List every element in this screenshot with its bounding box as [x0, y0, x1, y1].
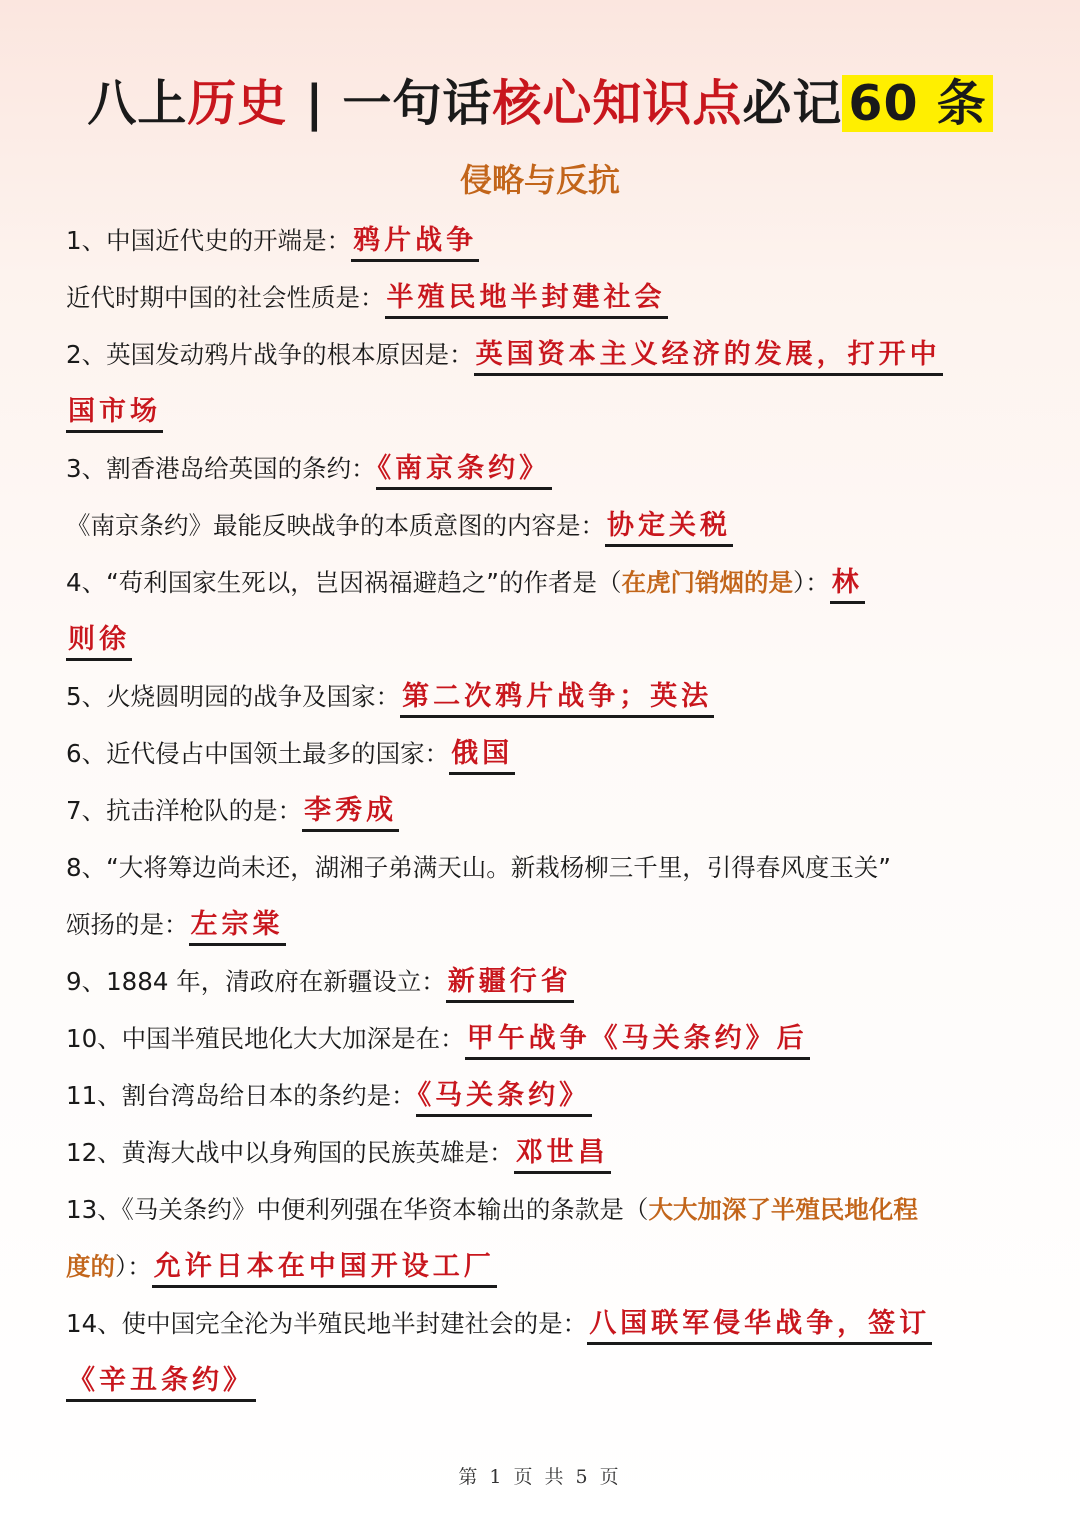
question-text: 4、“苟利国家生死以，岂因祸福避趋之”的作者是（ [66, 568, 622, 597]
question-text-end: ）： [792, 568, 830, 597]
answer-text: 允许日本在中国开设工厂 [152, 1251, 497, 1288]
note-text: 在虎门销烟的是 [621, 568, 793, 597]
question-text-end: ）： [115, 1252, 152, 1281]
answer-text: 第二次鸦片战争；英法 [400, 681, 714, 718]
question-text: 10、中国半殖民地化大大加深是在： [66, 1024, 465, 1053]
question-text: 14、使中国完全沦为半殖民地半封建社会的是： [66, 1309, 588, 1338]
answer-text: 协定关税 [605, 510, 733, 547]
title-part-3: | 一句话 [287, 75, 493, 132]
answer-text: 邓世昌 [514, 1137, 611, 1174]
question-text: 8、“大将筹边尚未还，湖湘子弟满天山。新栽杨柳三千里，引得春风度玉关” [66, 853, 891, 882]
question-text: 3、割香港岛给英国的条约： [66, 454, 376, 483]
question-text: 12、黄海大战中以身殉国的民族英雄是： [66, 1138, 514, 1167]
list-item [66, 839, 1016, 896]
list-item [66, 1124, 1016, 1181]
list-item [66, 212, 1016, 269]
question-text: 2、英国发动鸦片战争的根本原因是： [66, 340, 474, 369]
list-item [66, 725, 1016, 782]
note-text: 度的 [66, 1252, 115, 1281]
list-item [66, 497, 1016, 554]
question-text: 5、火烧圆明园的战争及国家： [66, 682, 401, 711]
question-text: 11、割台湾岛给日本的条约是： [66, 1081, 416, 1110]
list-item [66, 554, 1016, 611]
list-item [66, 953, 1016, 1010]
list-item [66, 1295, 1016, 1352]
question-text: 9、1884 年，清政府在新疆设立： [66, 967, 446, 996]
question-text: 颂扬的是： [66, 910, 189, 939]
title-part-1: 八上 [87, 75, 188, 132]
list-item-continuation [66, 1238, 1016, 1295]
title-part-2: 历史 [187, 75, 288, 132]
note-text: 大大加深了半殖民地化程 [648, 1195, 918, 1224]
answer-text: 国市场 [66, 396, 163, 433]
list-item-continuation [66, 1352, 1016, 1409]
question-text: 《南京条约》最能反映战争的本质意图的内容是： [66, 511, 605, 540]
list-item-continuation [66, 383, 1016, 440]
list-item [66, 440, 1016, 497]
answer-text: 《马关条约》 [416, 1080, 593, 1117]
section-subtitle: 侵略与反抗 [459, 161, 620, 199]
question-text: 1、中国近代史的开端是： [66, 226, 352, 255]
list-item-continuation [66, 896, 1016, 953]
answer-text: 英国资本主义经济的发展，打开中 [474, 339, 943, 376]
list-item [66, 1067, 1016, 1124]
answer-text: 林 [830, 567, 865, 604]
list-item [66, 782, 1016, 839]
answer-text: 鸦片战争 [351, 225, 479, 262]
list-item-continuation [66, 611, 1016, 668]
page-title [0, 62, 1080, 146]
list-item [66, 1181, 1016, 1238]
question-text: 近代时期中国的社会性质是： [66, 283, 385, 312]
question-text: 13、《马关条约》中便利列强在华资本输出的条款是（ [66, 1195, 649, 1224]
list-item [66, 1010, 1016, 1067]
list-item [66, 269, 1016, 326]
title-part-5: 必记 [742, 75, 843, 132]
page-number-footer: 第 1 页 共 5 页 [458, 1466, 622, 1488]
question-text: 6、近代侵占中国领土最多的国家： [66, 739, 450, 768]
answer-text: 李秀成 [302, 795, 399, 832]
answer-text: 八国联军侵华战争，签订 [587, 1308, 932, 1345]
answer-text: 则徐 [66, 624, 132, 661]
title-count-highlight: 60 条 [842, 75, 992, 132]
list-item [66, 668, 1016, 725]
answer-text: 半殖民地半封建社会 [385, 282, 668, 319]
knowledge-list [66, 212, 1016, 1409]
title-part-4: 核心知识点 [492, 75, 743, 132]
answer-text: 《辛丑条约》 [66, 1365, 256, 1402]
answer-text: 俄国 [449, 738, 515, 775]
answer-text: 左宗棠 [189, 909, 286, 946]
answer-text: 《南京条约》 [376, 453, 553, 490]
answer-text: 新疆行省 [446, 966, 574, 1003]
list-item [66, 326, 1016, 383]
question-text: 7、抗击洋枪队的是： [66, 796, 303, 825]
answer-text: 甲午战争《马关条约》后 [465, 1023, 810, 1060]
